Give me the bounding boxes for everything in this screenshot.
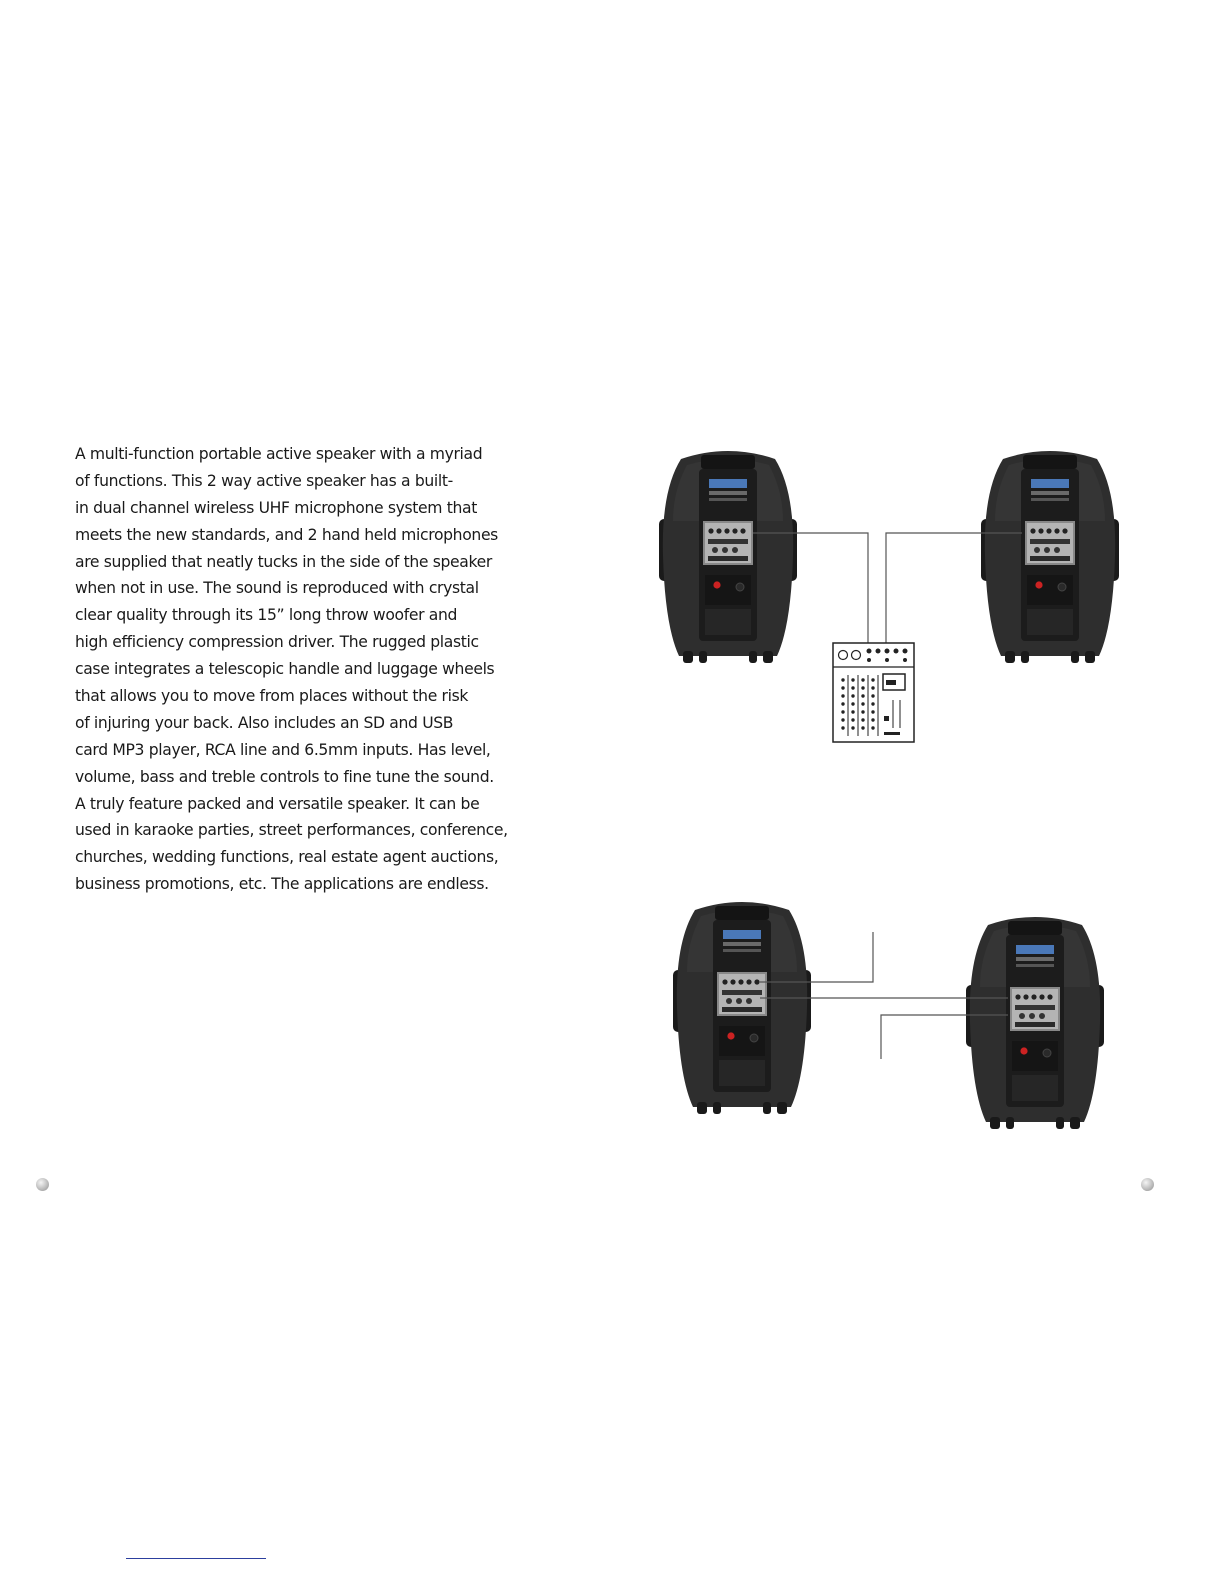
- speaker-bottom-right: [966, 917, 1104, 1129]
- description-line: of functions. This 2 way active speaker has a built-: [75, 471, 453, 490]
- description-line: card MP3 player, RCA line and 6.5mm inputs. Has level,: [75, 740, 491, 759]
- description-line: used in karaoke parties, street performances, conference,: [75, 821, 508, 840]
- description-line: volume, bass and treble controls to fine tune the sound.: [75, 767, 494, 786]
- description-line: churches, wedding functions, real estate agent auctions,: [75, 848, 499, 867]
- page-marker-dot-left: [36, 1178, 49, 1191]
- speaker-bottom-left: [673, 902, 811, 1114]
- mixer: [833, 643, 914, 742]
- speaker-top-right: [981, 451, 1119, 663]
- description-line: high efficiency compression driver. The rugged plastic: [75, 633, 479, 652]
- description-line: of injuring your back. Also includes an SD and USB: [75, 713, 454, 732]
- speaker-top-left: [659, 451, 797, 663]
- footer-rule: [126, 1558, 266, 1559]
- page-marker-dot-right: [1141, 1178, 1154, 1191]
- description-line: case integrates a telescopic handle and luggage wheels: [75, 660, 495, 679]
- description-line: clear quality through its 15” long throw woofer and: [75, 606, 458, 625]
- description-line: business promotions, etc. The applications are endless.: [75, 875, 489, 894]
- description-line: meets the new standards, and 2 hand held microphones: [75, 525, 498, 544]
- description-line: are supplied that neatly tucks in the side of the speaker: [75, 552, 492, 571]
- description-line: A multi-function portable active speaker with a myriad: [75, 445, 483, 463]
- description-line: that allows you to move from places without the risk: [75, 687, 469, 706]
- description-line: in dual channel wireless UHF microphone system that: [75, 498, 478, 517]
- description-line: A truly feature packed and versatile speaker. It can be: [75, 794, 480, 813]
- description-line: when not in use. The sound is reproduced with crystal: [75, 579, 479, 598]
